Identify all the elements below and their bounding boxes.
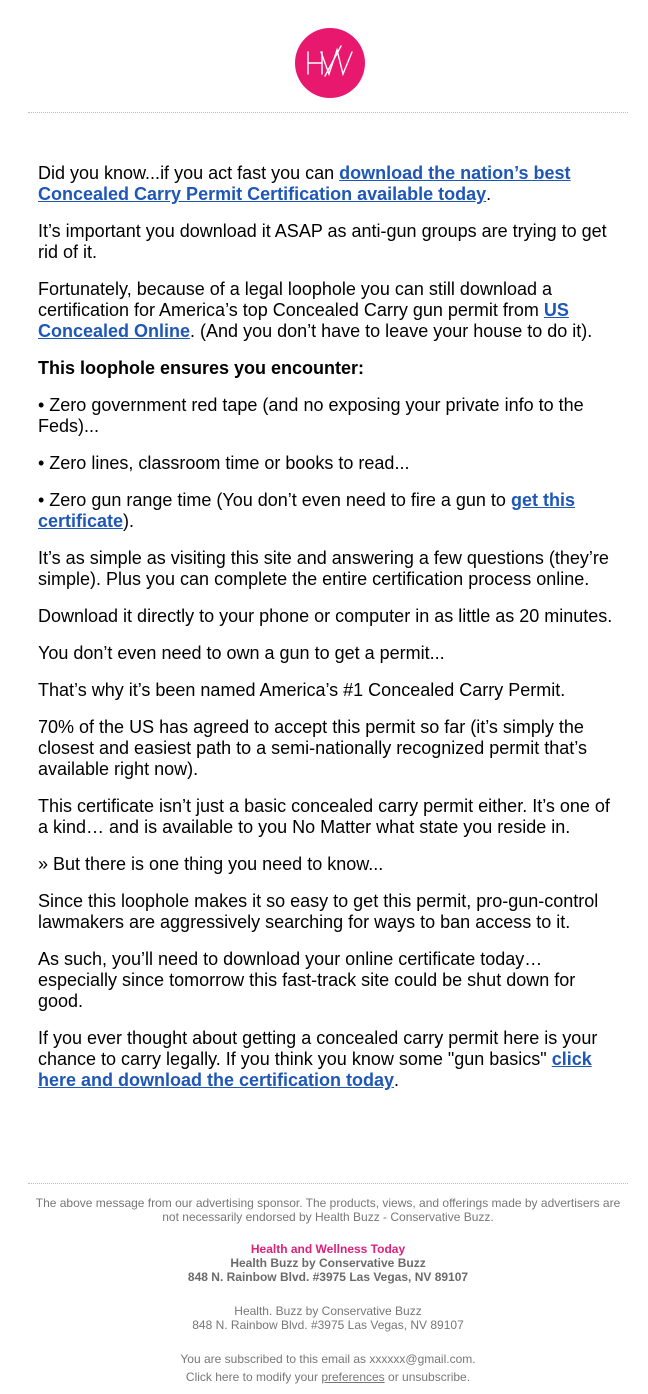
paragraph-download-time: Download it directly to your phone or computer in as little as 20 minutes. xyxy=(38,606,613,626)
paragraph-seventy-percent: 70% of the US has agreed to accept this permit so far (it’s simply the closest and easiest path to a semi-nationally recognized permit that’s available right now). xyxy=(38,717,587,779)
paragraph-intro: Did you know...if you act fast you can download the nation’s best Concealed Carry Permit Certification available today. xyxy=(38,163,571,204)
hw-logo[interactable] xyxy=(295,28,365,98)
download-certification-link[interactable]: download the nation’s best Concealed Carry Permit Certification available today xyxy=(38,163,571,204)
brand-name: Health and Wellness Today xyxy=(250,1242,406,1256)
subscription-notice: You are subscribed to this email as xxxxxx@gmail.com. xyxy=(180,1352,476,1366)
paragraph-loophole: Fortunately, because of a legal loophole you can still download a certification for America’s top Concealed Carry gun permit from US Concealed Online. (And you don’t have to leave your house to do it). xyxy=(38,279,593,341)
organization-address: 848 N. Rainbow Blvd. #3975 Las Vegas, NV 89107 xyxy=(187,1270,469,1284)
footer-divider xyxy=(28,1183,628,1184)
preferences-link[interactable]: preferences xyxy=(321,1370,385,1384)
us-concealed-online-link[interactable]: US Concealed Online xyxy=(38,300,569,341)
paragraph-asap: It’s important you download it ASAP as anti-gun groups are trying to get rid of it. xyxy=(38,221,607,262)
click-here-download-link[interactable]: click here and download the certification today xyxy=(38,1049,592,1090)
loophole-heading: This loophole ensures you encounter: xyxy=(38,358,365,378)
organization-name-secondary: Health. Buzz by Conservative Buzz xyxy=(234,1304,422,1318)
paragraph-call-to-action: If you ever thought about getting a concealed carry permit here is your chance to carry legally. If you think you know some "gun basics" click here and download the certification today. xyxy=(38,1028,598,1090)
paragraph-no-gun: You don’t even need to own a gun to get a permit... xyxy=(38,643,445,663)
sponsor-disclaimer: The above message from our advertising sponsor. The products, views, and offerings made by advertisers are not necessarily endorsed by Health Buzz - Conservative Buzz. xyxy=(35,1196,621,1224)
paragraph-one-of-a-kind: This certificate isn’t just a basic concealed carry permit either. It’s one of a kind… and is available to you No Matter what state you reside in. xyxy=(38,796,610,837)
paragraph-lawmakers: Since this loophole makes it so easy to get this permit, pro-gun-control lawmakers are aggressively searching for ways to ban access to it. xyxy=(38,891,599,932)
bullet-red-tape: • Zero government red tape (and no exposing your private info to the Feds)... xyxy=(38,395,584,436)
modify-preferences-line: Click here to modify your preferences or unsubscribe. xyxy=(185,1370,471,1384)
bullet-range-time: • Zero gun range time (You don’t even need to fire a gun to get this certificate). xyxy=(38,490,575,531)
hw-logo-mark xyxy=(295,28,365,98)
email-body xyxy=(38,163,620,1107)
bullet-no-lines: • Zero lines, classroom time or books to read... xyxy=(38,453,410,473)
header-divider xyxy=(28,112,628,113)
organization-name: Health Buzz by Conservative Buzz xyxy=(230,1256,426,1270)
paragraph-shut-down: As such, you’ll need to download your online certificate today… especially since tomorrow this fast-track site could be shut down for good. xyxy=(38,949,576,1011)
paragraph-simple: It’s as simple as visiting this site and answering a few questions (they’re simple). Plus you can complete the entire certification process online. xyxy=(38,548,609,589)
get-certificate-link[interactable]: get this certificate xyxy=(38,490,575,531)
email-footer xyxy=(28,1196,628,1384)
organization-address-secondary: 848 N. Rainbow Blvd. #3975 Las Vegas, NV 89107 xyxy=(192,1318,464,1332)
paragraph-number-one: That’s why it’s been named America’s #1 Concealed Carry Permit. xyxy=(38,680,566,700)
paragraph-one-thing: » But there is one thing you need to know... xyxy=(38,854,384,874)
